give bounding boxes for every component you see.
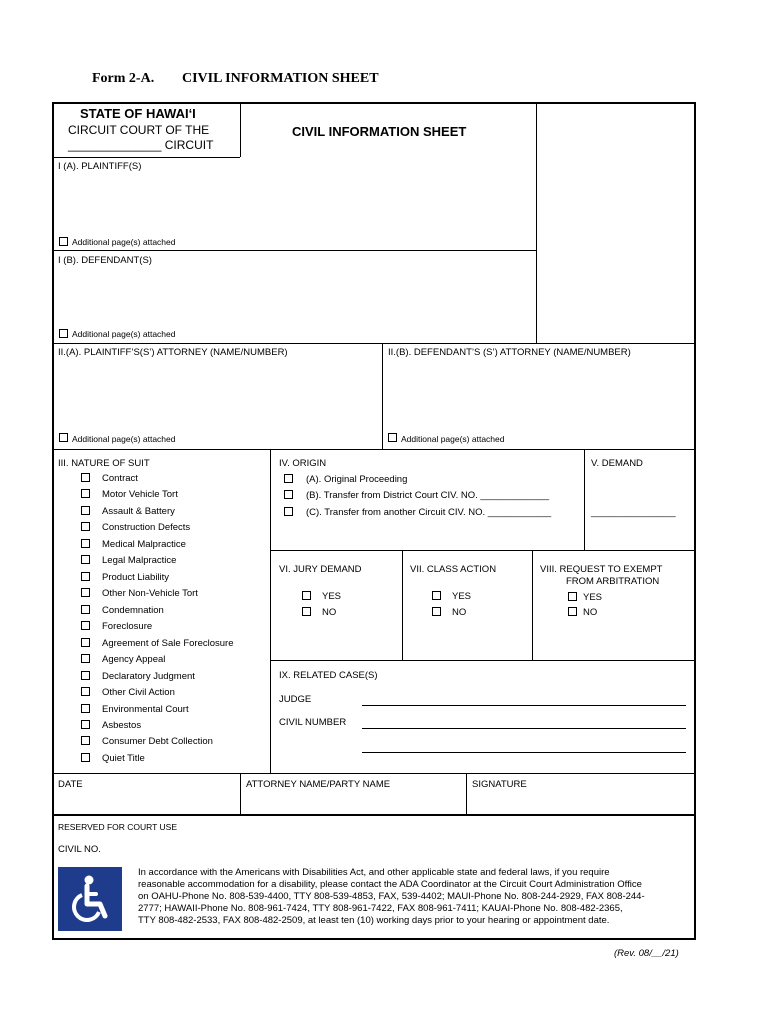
plaintiff-attached-checkbox[interactable] bbox=[59, 237, 68, 246]
arbitration-no-label: NO bbox=[583, 607, 598, 618]
suit-type-label: Environmental Court bbox=[102, 704, 189, 715]
divider bbox=[52, 250, 536, 251]
divider bbox=[240, 773, 241, 816]
suit-type-label: Other Non-Vehicle Tort bbox=[102, 588, 198, 599]
plaintiff-label: I (A). PLAINTIFF(S) bbox=[58, 161, 142, 172]
circuit-court-label: CIRCUIT COURT OF THE bbox=[68, 123, 210, 137]
divider bbox=[270, 660, 696, 661]
divider bbox=[466, 773, 467, 816]
judge-label: JUDGE bbox=[279, 694, 312, 705]
defendant-label: I (B). DEFENDANT(S) bbox=[58, 255, 152, 266]
attorney-name-field[interactable] bbox=[244, 792, 462, 812]
arbitration-label-cont: FROM ARBITRATION bbox=[566, 576, 660, 587]
plaintiff-attorney-attached-label: Additional page(s) attached bbox=[72, 434, 176, 444]
assault-battery-checkbox[interactable] bbox=[81, 506, 90, 515]
suit-type-label: Quiet Title bbox=[102, 753, 145, 764]
consumer-debt-collection-checkbox[interactable] bbox=[81, 736, 90, 745]
divider bbox=[536, 102, 537, 343]
product-liability-checkbox[interactable] bbox=[81, 572, 90, 581]
sheet-title: CIVIL INFORMATION SHEET bbox=[292, 124, 467, 139]
divider bbox=[240, 102, 241, 157]
arbitration-yes-label: YES bbox=[583, 592, 603, 603]
revision-label: (Rev. 08/__/21) bbox=[614, 948, 679, 959]
quiet-title-checkbox[interactable] bbox=[81, 753, 90, 762]
civil-number-field[interactable] bbox=[362, 728, 686, 729]
motor-vehicle-tort-checkbox[interactable] bbox=[81, 489, 90, 498]
suit-type-label: Condemnation bbox=[102, 605, 164, 616]
suit-type-label: Assault & Battery bbox=[102, 506, 175, 517]
foreclosure-checkbox[interactable] bbox=[81, 621, 90, 630]
ada-notice-line: TTY 808-482-2533, FAX 808-482-2509, at least ten (10) working days prior to your hearing or appointment date. bbox=[138, 915, 610, 926]
wheelchair-icon bbox=[58, 867, 122, 931]
divider bbox=[52, 343, 696, 344]
ada-notice-line: on OAHU-Phone No. 808-539-4400, TTY 808-539-4853, FAX, 539-4402; MAUI-Phone No. 808-244-2929, FAX 808-244- bbox=[138, 891, 645, 902]
defendant-attached-checkbox[interactable] bbox=[59, 329, 68, 338]
plaintiff-attorney-label: II.(A). PLAINTIFF’S(S’) ATTORNEY (NAME/NUMBER) bbox=[58, 347, 288, 358]
origin-label: IV. ORIGIN bbox=[279, 458, 327, 469]
divider bbox=[402, 550, 403, 660]
suit-type-label: Agreement of Sale Foreclosure bbox=[102, 638, 234, 649]
ada-notice-line: reasonable accommodation for a disability, please contact the ADA Coordinator at the Circuit Court Administration Office bbox=[138, 879, 642, 890]
suit-type-label: Motor Vehicle Tort bbox=[102, 489, 178, 500]
divider bbox=[52, 449, 696, 450]
date-field[interactable] bbox=[56, 792, 236, 812]
attorney-name-label: ATTORNEY NAME/PARTY NAME bbox=[246, 779, 391, 790]
arbitration-yes-checkbox[interactable] bbox=[568, 592, 577, 601]
signature-field[interactable] bbox=[470, 792, 692, 812]
nature-of-suit-label: III. NATURE OF SUIT bbox=[58, 458, 150, 469]
suit-type-label: Other Civil Action bbox=[102, 687, 175, 698]
accessibility-icon bbox=[58, 867, 122, 931]
divider bbox=[52, 157, 240, 158]
other-non-vehicle-tort-checkbox[interactable] bbox=[81, 588, 90, 597]
form-number: Form 2-A. bbox=[92, 71, 155, 86]
defendant-field[interactable] bbox=[58, 270, 532, 326]
defendant-attorney-label: II.(B). DEFENDANT’S (S’) ATTORNEY (NAME/NUMBER) bbox=[388, 347, 631, 358]
class-no-label: NO bbox=[452, 607, 467, 618]
signature-label: SIGNATURE bbox=[472, 779, 527, 790]
class-yes-label: YES bbox=[452, 591, 472, 602]
judge-field[interactable] bbox=[362, 705, 686, 706]
defendant-attorney-attached-checkbox[interactable] bbox=[388, 433, 397, 442]
circuit-transfer-checkbox[interactable] bbox=[284, 507, 293, 516]
arbitration-label: VIII. REQUEST TO EXEMPT bbox=[540, 564, 663, 575]
jury-yes-checkbox[interactable] bbox=[302, 591, 311, 600]
declaratory-judgment-checkbox[interactable] bbox=[81, 671, 90, 680]
jury-no-label: NO bbox=[322, 607, 337, 618]
defendant-attorney-attached-label: Additional page(s) attached bbox=[401, 434, 505, 444]
suit-type-label: Foreclosure bbox=[102, 621, 153, 632]
suit-type-label: Declaratory Judgment bbox=[102, 671, 195, 682]
civil-no-label: CIVIL NO. bbox=[58, 844, 101, 855]
plaintiff-attorney-field[interactable] bbox=[58, 362, 376, 430]
civil-number-label: CIVIL NUMBER bbox=[279, 717, 347, 728]
divider bbox=[584, 449, 585, 550]
ada-notice-line: In accordance with the Americans with Disabilities Act, and other applicable state and federal laws, if you require bbox=[138, 867, 610, 878]
asbestos-checkbox[interactable] bbox=[81, 720, 90, 729]
divider bbox=[532, 550, 533, 660]
origin-option-label: (C). Transfer from another Circuit CIV. NO. ____________ bbox=[306, 507, 552, 518]
jury-demand-label: VI. JURY DEMAND bbox=[279, 564, 362, 575]
divider bbox=[270, 449, 271, 773]
date-label: DATE bbox=[58, 779, 83, 790]
class-no-checkbox[interactable] bbox=[432, 607, 441, 616]
divider bbox=[52, 773, 696, 774]
suit-type-label: Legal Malpractice bbox=[102, 555, 177, 566]
origin-option-label: (B). Transfer from District Court CIV. NO. _____________ bbox=[306, 490, 550, 501]
environmental-court-checkbox[interactable] bbox=[81, 704, 90, 713]
agreement-of-sale-foreclosure-checkbox[interactable] bbox=[81, 638, 90, 647]
medical-malpractice-checkbox[interactable] bbox=[81, 539, 90, 548]
state-name: STATE OF HAWAI‘I bbox=[80, 106, 196, 121]
original-proceeding-checkbox[interactable] bbox=[284, 474, 293, 483]
suit-type-label: Asbestos bbox=[102, 720, 142, 731]
defendant-attached-label: Additional page(s) attached bbox=[72, 329, 176, 339]
defendant-attorney-field[interactable] bbox=[388, 362, 690, 430]
contract-checkbox[interactable] bbox=[81, 473, 90, 482]
suit-type-label: Construction Defects bbox=[102, 522, 191, 533]
arbitration-no-checkbox[interactable] bbox=[568, 607, 577, 616]
civil-number-field-2[interactable] bbox=[362, 752, 686, 753]
legal-malpractice-checkbox[interactable] bbox=[81, 555, 90, 564]
condemnation-checkbox[interactable] bbox=[81, 605, 90, 614]
divider bbox=[270, 550, 696, 551]
court-use-label: RESERVED FOR COURT USE bbox=[58, 822, 178, 832]
demand-field[interactable]: ________________ bbox=[591, 507, 676, 518]
other-civil-action-checkbox[interactable] bbox=[81, 687, 90, 696]
plaintiff-field[interactable] bbox=[58, 176, 532, 234]
related-cases-label: IX. RELATED CASE(S) bbox=[279, 670, 378, 681]
demand-label: V. DEMAND bbox=[591, 458, 643, 469]
construction-defects-checkbox[interactable] bbox=[81, 522, 90, 531]
plaintiff-attached-label: Additional page(s) attached bbox=[72, 237, 176, 247]
suit-type-label: Contract bbox=[102, 473, 138, 484]
suit-type-label: Agency Appeal bbox=[102, 654, 166, 665]
origin-option-label: (A). Original Proceeding bbox=[306, 474, 408, 485]
jury-no-checkbox[interactable] bbox=[302, 607, 311, 616]
suit-type-label: Consumer Debt Collection bbox=[102, 736, 213, 747]
class-yes-checkbox[interactable] bbox=[432, 591, 441, 600]
suit-type-label: Product Liability bbox=[102, 572, 170, 583]
plaintiff-attorney-attached-checkbox[interactable] bbox=[59, 433, 68, 442]
jury-yes-label: YES bbox=[322, 591, 342, 602]
class-action-label: VII. CLASS ACTION bbox=[410, 564, 497, 575]
form-title: CIVIL INFORMATION SHEET bbox=[182, 71, 379, 86]
agency-appeal-checkbox[interactable] bbox=[81, 654, 90, 663]
circuit-name-field[interactable]: ______________ CIRCUIT bbox=[68, 138, 214, 152]
district-transfer-checkbox[interactable] bbox=[284, 490, 293, 499]
suit-type-label: Medical Malpractice bbox=[102, 539, 186, 550]
ada-notice-line: 2777; HAWAII-Phone No. 808-961-7424, TTY 808-961-7422, FAX 808-961-7411; KAUAI-Phone No. 808-482-2365, bbox=[138, 903, 623, 914]
divider bbox=[382, 343, 383, 449]
